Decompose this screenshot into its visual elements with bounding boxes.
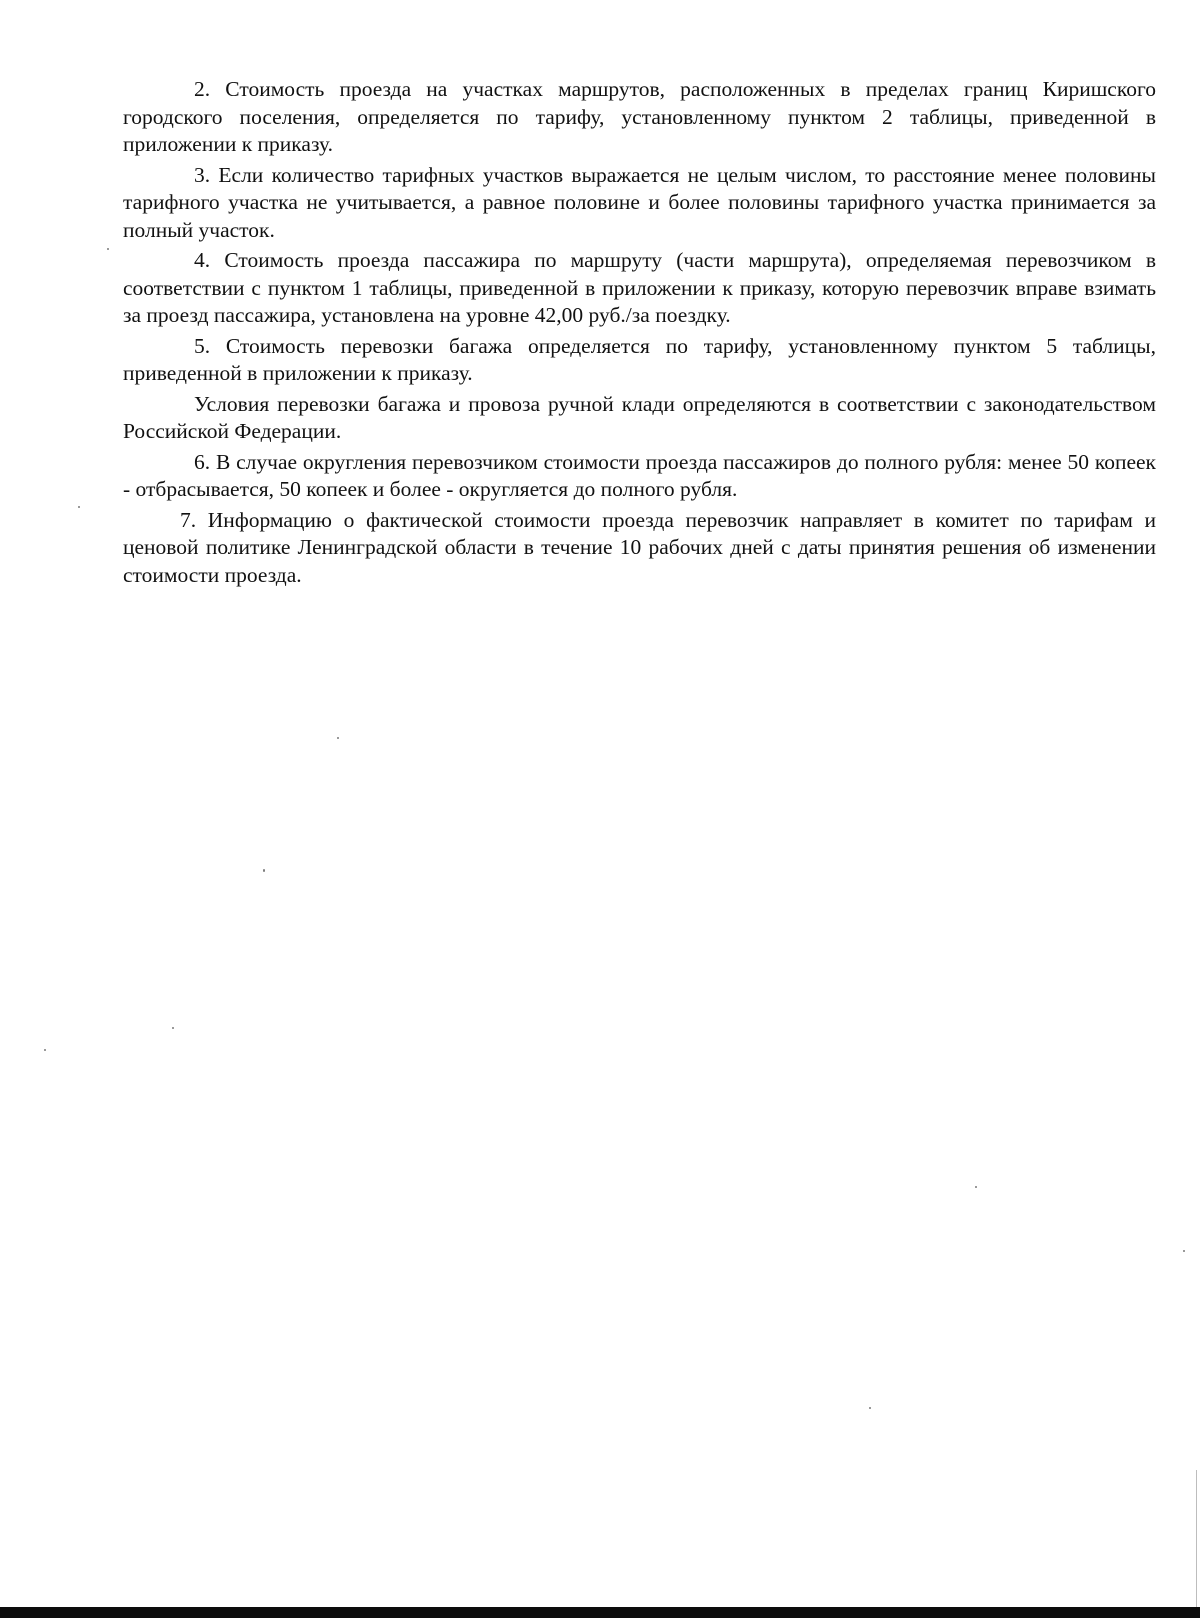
paragraph-item-4: 4. Стоимость проезда пассажира по маршруту (части маршрута), определяемая перевозчиком в соответствии с пунктом 1 таблицы, приведенной в приложении к приказу, которую перевозчик вправе взимать за проезд пассажира, установлена на уровне 42,00 руб./за поездку. xyxy=(123,248,1156,327)
scan-speck xyxy=(1183,1250,1185,1252)
document-body xyxy=(123,76,1156,592)
scan-bottom-border xyxy=(0,1607,1200,1618)
paragraph-item-6: 6. В случае округления перевозчиком стоимости проезда пассажиров до полного рубля: менее 50 копеек - отбрасывается, 50 копеек и более - округляется до полного рубля. xyxy=(123,449,1156,501)
scan-speck xyxy=(869,1407,871,1409)
paragraph-baggage-conditions: Условия перевозки багажа и провоза ручной клади определяются в соответствии с законодательством Российской Федерации. xyxy=(123,391,1156,443)
paragraph-item-7: 7. Информацию о фактической стоимости проезда перевозчик направляет в комитет по тарифам и ценовой политике Ленинградской области в течение 10 рабочих дней с даты принятия решения об изменении стоимости проезда. xyxy=(123,507,1156,587)
paragraph-item-2: 2. Стоимость проезда на участках маршрутов, расположенных в пределах границ Киришского городского поселения, определяется по тарифу, установленному пунктом 2 таблицы, приведенной в приложении к приказу. xyxy=(123,77,1156,156)
scan-speck xyxy=(263,869,265,872)
scan-speck xyxy=(107,248,109,250)
paragraph-item-5: 5. Стоимость перевозки багажа определяется по тарифу, установленному пунктом 5 таблицы, приведенной в приложении к приказу. xyxy=(123,333,1156,385)
scan-speck xyxy=(44,1049,46,1051)
scan-edge-line xyxy=(1196,1470,1197,1607)
scan-speck xyxy=(172,1027,174,1029)
scan-speck xyxy=(975,1186,977,1188)
scan-speck xyxy=(78,506,80,508)
scan-speck xyxy=(337,737,339,739)
paragraph-item-3: 3. Если количество тарифных участков выражается не целым числом, то расстояние менее половины тарифного участка не учитывается, а равное половине и более половины тарифного участка принимается за полный участок. xyxy=(123,162,1156,242)
